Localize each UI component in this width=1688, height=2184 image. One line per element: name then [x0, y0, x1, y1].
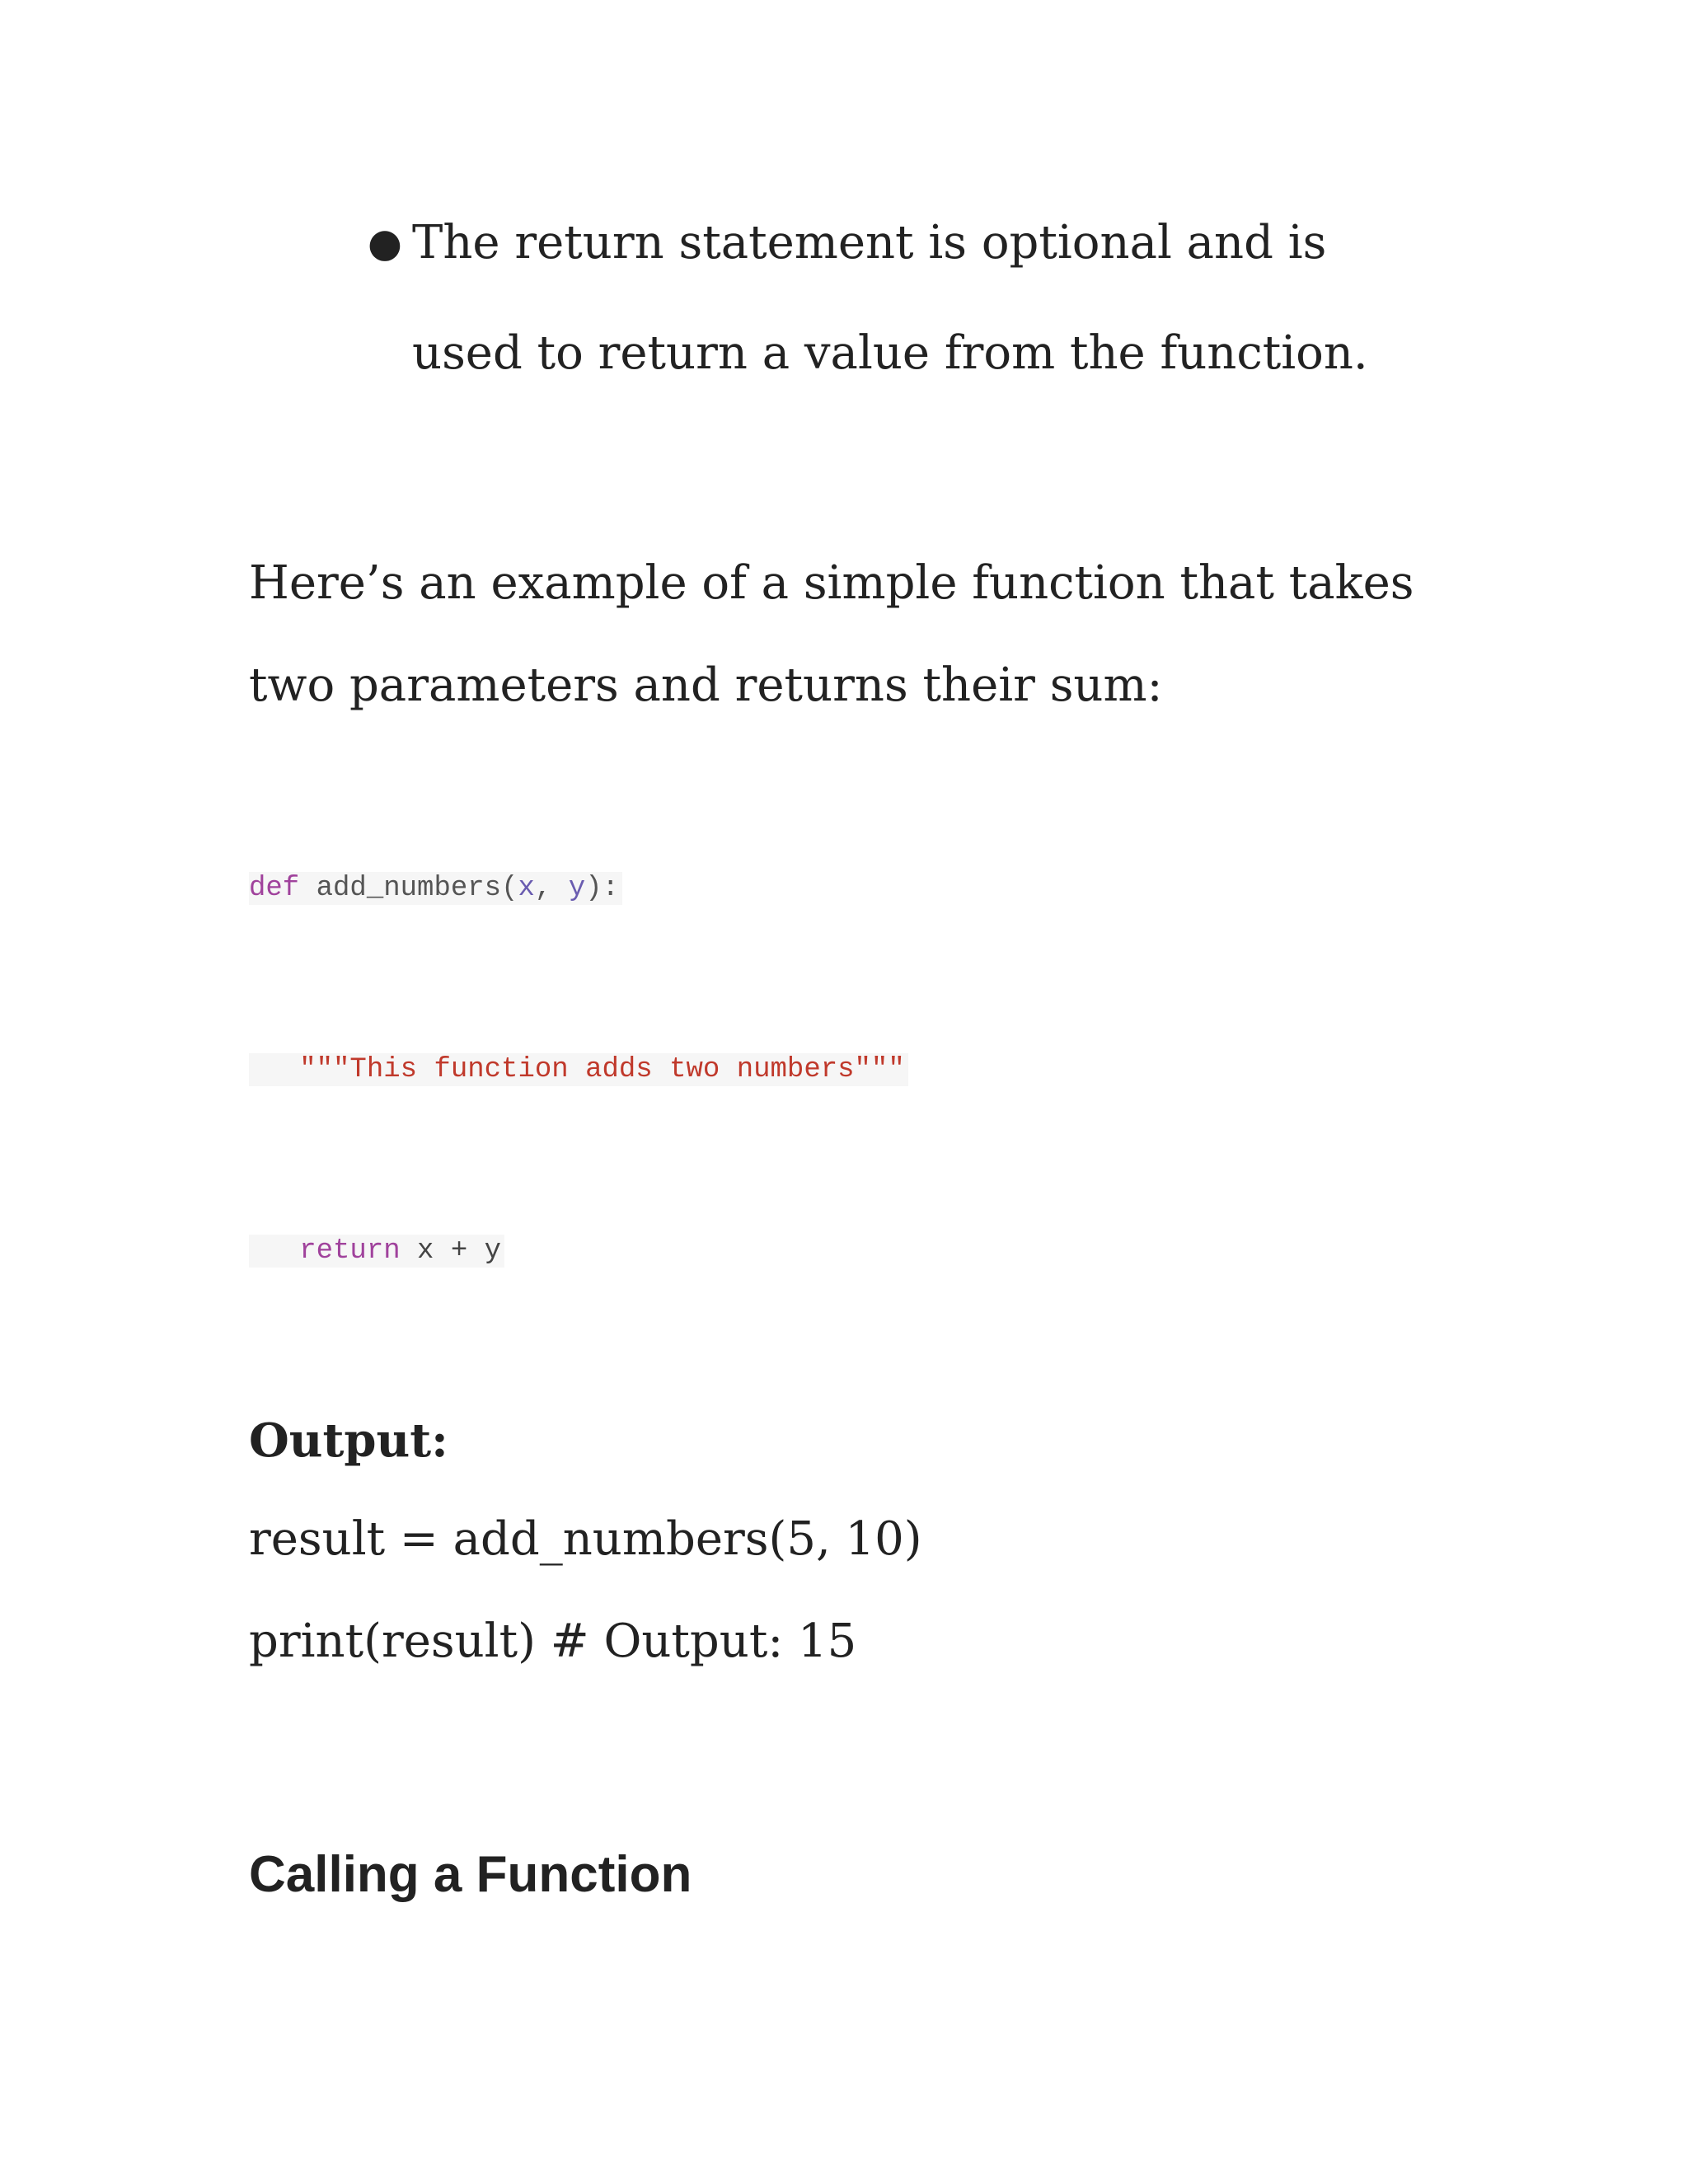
code-indent [249, 1054, 299, 1085]
bullet-list-item [368, 188, 1385, 409]
code-param-x: x [518, 873, 535, 904]
code-indent [249, 1235, 299, 1267]
intro-paragraph: Here’s an example of a simple function that takes two parameters and returns their sum: [249, 556, 1414, 712]
bullet-text: The return statement is optional and is used to return a value from the function. [412, 216, 1368, 380]
code-function-name: add_numbers [316, 873, 502, 904]
output-line-2: print(result) # Output: 15 [249, 1615, 857, 1668]
code-comma: , [534, 873, 552, 904]
code-param-y: y [568, 873, 586, 904]
code-line-1 [249, 872, 622, 905]
code-keyword-def: def [249, 873, 300, 904]
section-heading: Calling a Function [249, 1846, 692, 1903]
output-heading: Output: [249, 1413, 448, 1468]
code-close-paren: ): [585, 873, 619, 904]
code-line-2 [249, 1053, 908, 1086]
output-line-1: result = add_numbers(5, 10) [249, 1512, 922, 1566]
code-docstring: """This function adds two numbers""" [299, 1054, 905, 1085]
bullet-marker: ● [368, 220, 402, 266]
code-line-3 [249, 1235, 504, 1268]
code-open-paren: ( [501, 873, 518, 904]
code-keyword-return: return [299, 1235, 401, 1267]
code-expression: x + y [417, 1235, 502, 1267]
